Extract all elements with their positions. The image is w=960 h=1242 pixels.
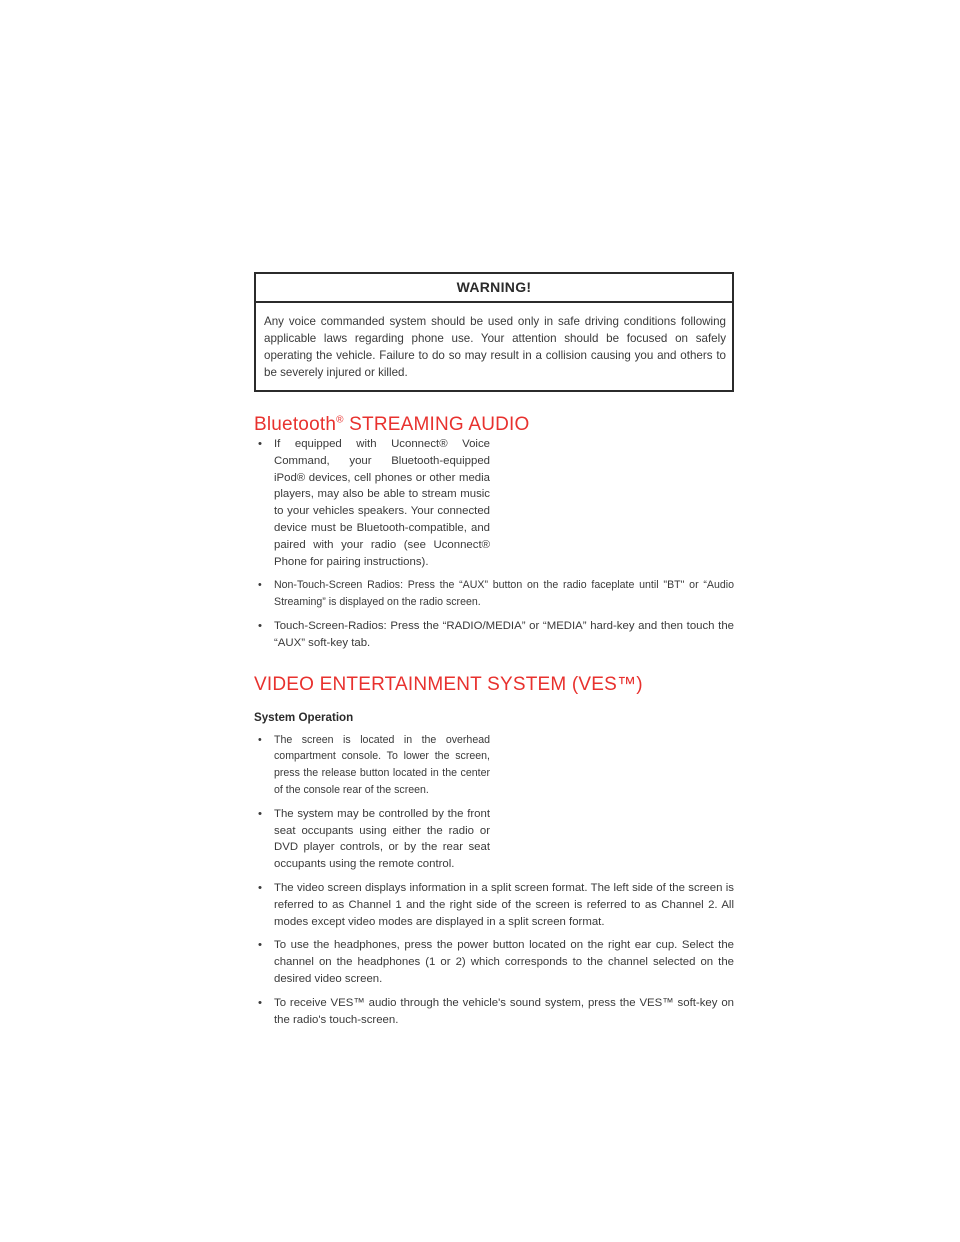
bullet-text: To receive VES™ audio through the vehicle's sound system, press the VES™ soft-key on the radio's touch-screen. (274, 996, 734, 1026)
list-item (254, 436, 490, 570)
bluetooth-section-title (254, 414, 734, 436)
bluetooth-title-post: STREAMING AUDIO (343, 414, 530, 435)
ves-section-title: VIDEO ENTERTAINMENT SYSTEM (VES™) (254, 673, 643, 695)
bullet-text: To use the headphones, press the power button located on the right ear cup. Select the channel on the headphones (1 or 2) which corresponds to the channel selected on the desired video screen. (274, 939, 734, 985)
bluetooth-title-pre: Bluetooth (254, 414, 337, 435)
bullet-mark: • (258, 619, 262, 632)
bullet-mark: • (258, 438, 262, 450)
bullet-text: Touch-Screen-Radios: Press the “RADIO/MEDIA” or “MEDIA” hard-key and then touch the “AUX” soft-key tab. (274, 619, 734, 649)
list-item (254, 995, 734, 1029)
list-item (254, 618, 734, 652)
bullet-mark: • (258, 807, 262, 820)
bullet-mark: • (258, 939, 262, 952)
bullet-mark: • (258, 579, 262, 592)
list-item (254, 806, 490, 873)
bullet-mark: • (258, 996, 262, 1009)
bluetooth-title-reg: ® (336, 414, 344, 426)
ves-bullet-list (254, 732, 734, 1029)
list-item (254, 577, 734, 611)
bullet-text: Non-Touch-Screen Radios: Press the “AUX” button on the radio faceplate until "BT" or “Audio Streaming” is displayed on the radio screen. (274, 579, 734, 609)
warning-text: Any voice commanded system should be used only in safe driving conditions following applicable laws regarding phone use. Your attention should be focused on safely operating the vehicle. Failure to do so may result in a collision causing you and others to be severely injured or killed. (264, 315, 726, 379)
bullet-mark: • (258, 733, 262, 746)
warning-box (254, 272, 734, 392)
bullet-text: The video screen displays information in a split screen format. The left side of the screen is referred to as Channel 1 and the right side of the screen is referred to as Channel 2. All modes except video modes are displayed in a split screen format. (274, 881, 734, 928)
bullet-text: If equipped with Uconnect® Voice Command, your Bluetooth-equipped iPod® devices, cell phones or other media players, may also be able to stream music to your vehicles speakers. Your connected device must be Bluetooth-compatible, and paired with your radio (see Uconnect® Phone for pairing instructions). (274, 438, 490, 568)
warning-title: WARNING! (256, 274, 732, 303)
bullet-text: The screen is located in the overhead compartment console. To lower the screen, press the release button located in the center of the console rear of the screen. (274, 733, 490, 796)
bullet-mark: • (258, 881, 262, 894)
bullet-text: The system may be controlled by the front seat occupants using either the radio or DVD player controls, or by the rear seat occupants using the remote control. (274, 807, 490, 871)
system-operation-heading: System Operation (254, 710, 354, 724)
bluetooth-bullet-list (254, 436, 734, 652)
list-item (254, 880, 734, 930)
manual-page (254, 272, 734, 1035)
list-item (254, 732, 490, 799)
list-item (254, 937, 734, 987)
